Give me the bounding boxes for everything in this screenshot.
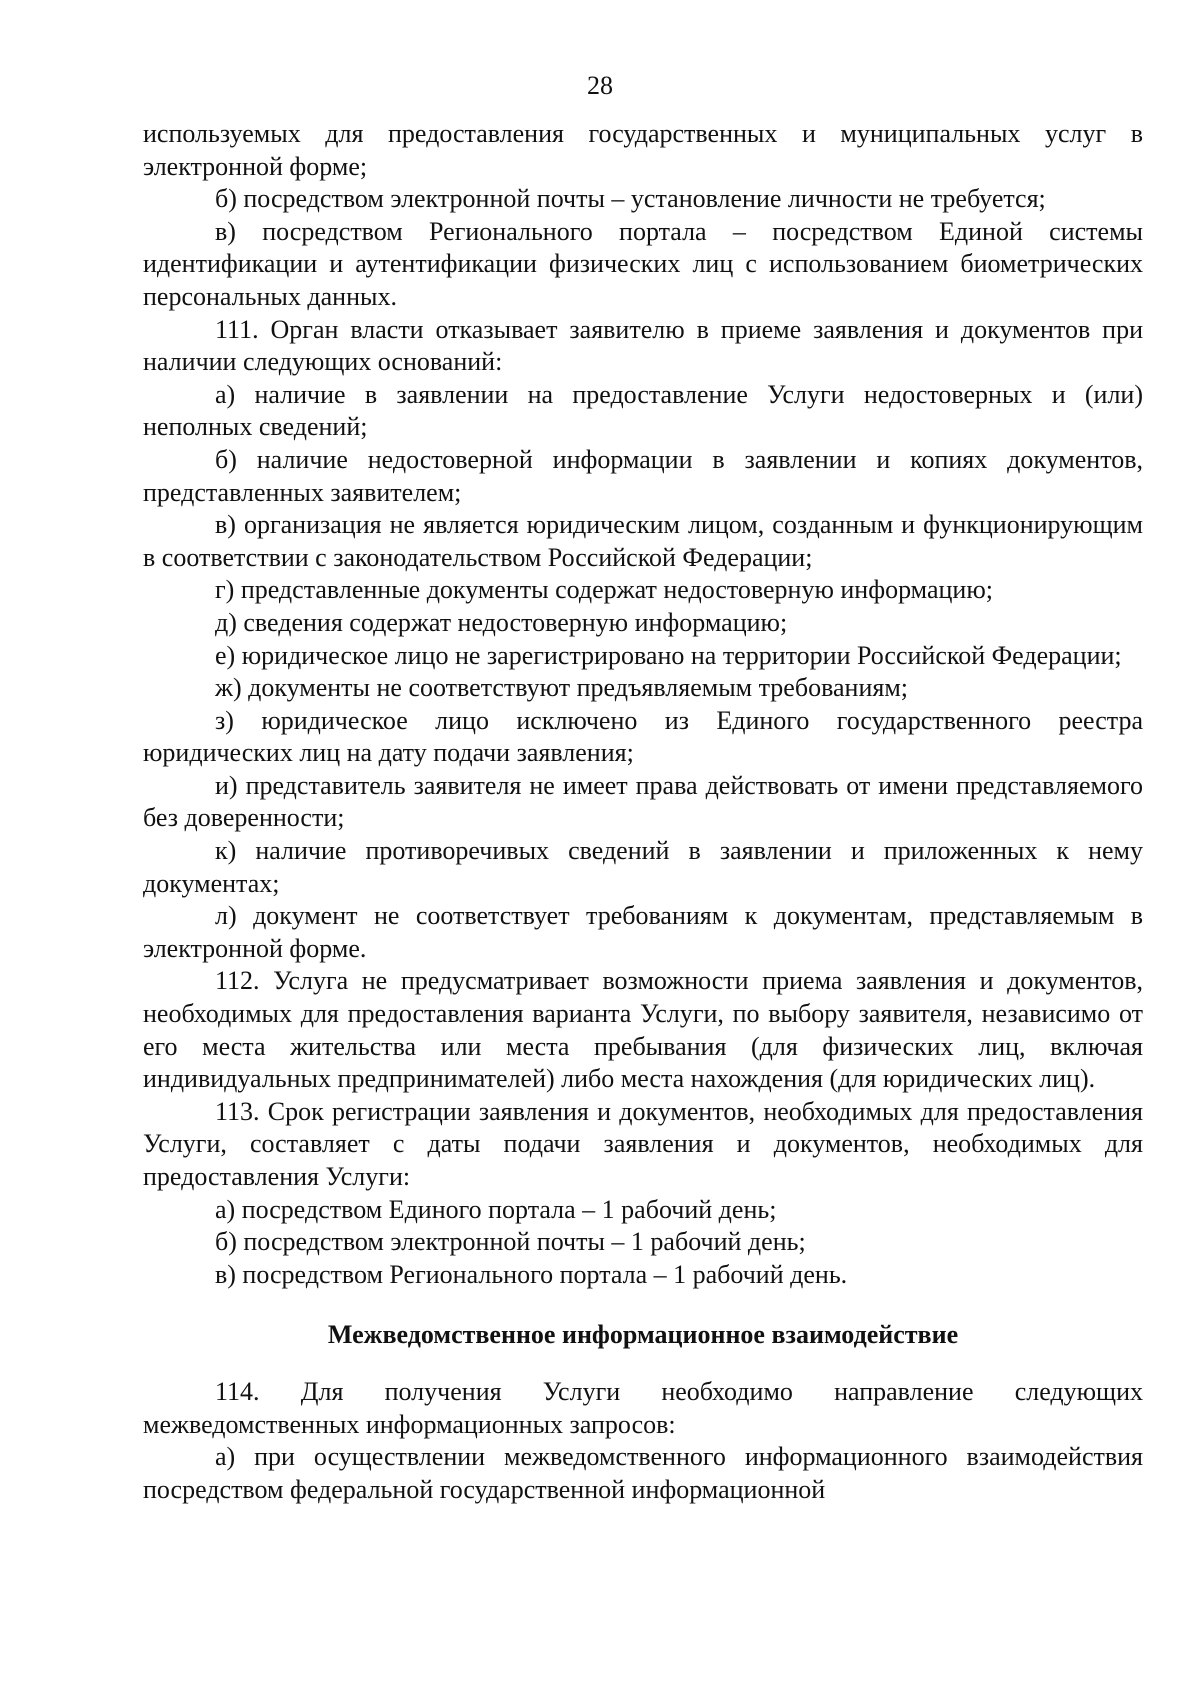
paragraph-111: 111. Орган власти отказывает заявителю в приеме заявления и документов при наличии следующих оснований: bbox=[143, 314, 1143, 377]
page-number: 28 bbox=[587, 71, 613, 100]
paragraph-111-z: з) юридическое лицо исключено из Единого государственного реестра юридических лиц на дату подачи заявления; bbox=[143, 705, 1143, 768]
document-body bbox=[143, 118, 1143, 1506]
paragraph-111-k: к) наличие противоречивых сведений в заявлении и приложенных к нему документах; bbox=[143, 836, 1143, 898]
paragraph-113-b: б) посредством электронной почты – 1 рабочий день; bbox=[215, 1227, 806, 1257]
paragraph-111-zh: ж) документы не соответствуют предъявляемым требованиям; bbox=[215, 673, 909, 703]
paragraph-111-v: в) организация не является юридическим лицом, созданным и функционирующим в соответствии с законодательством Российской Федерации; bbox=[143, 510, 1143, 572]
paragraph-111-d: д) сведения содержат недостоверную информацию; bbox=[215, 607, 788, 637]
paragraph-111-b: б) наличие недостоверной информации в заявлении и копиях документов, представленных заявителем; bbox=[143, 444, 1143, 507]
paragraph-111-l: л) документ не соответствует требованиям к документам, представляемым в электронной форме. bbox=[143, 901, 1143, 963]
paragraph-111-i: и) представитель заявителя не имеет права действовать от имени представляемого без доверенности; bbox=[143, 770, 1143, 833]
paragraph-item-v-regional-portal: в) посредством Регионального портала – посредством Единой системы идентификации и аутентификации физических лиц с использованием биометрических персональных данных. bbox=[143, 216, 1143, 311]
paragraph-111-a: а) наличие в заявлении на предоставление Услуги недостоверных и (или) неполных сведений; bbox=[143, 379, 1143, 442]
paragraph-111-e: е) юридическое лицо не зарегистрировано на территории Российской Федерации; bbox=[215, 640, 1122, 670]
paragraph-continuation: используемых для предоставления государственных и муниципальных услуг в электронной форме; bbox=[143, 119, 1143, 181]
section-heading: Межведомственное информационное взаимодействие bbox=[327, 1320, 959, 1350]
paragraph-113-v: в) посредством Регионального портала – 1 рабочий день. bbox=[215, 1259, 848, 1289]
paragraph-113-a: а) посредством Единого портала – 1 рабочий день; bbox=[215, 1194, 777, 1224]
paragraph-112: 112. Услуга не предусматривает возможности приема заявления и документов, необходимых для предоставления варианта Услуги, по выбору заявителя, независимо от его места жительства или места пребывания (для физических лиц, включая индивидуальных предпринимателей) либо места нахождения (для юридических лиц). bbox=[143, 966, 1143, 1094]
paragraph-item-b-email: б) посредством электронной почты – установление личности не требуется; bbox=[215, 184, 1046, 214]
paragraph-114-a: а) при осуществлении межведомственного информационного взаимодействия посредством федеральной государственной информационной bbox=[143, 1442, 1143, 1504]
paragraph-111-g: г) представленные документы содержат недостоверную информацию; bbox=[215, 575, 993, 605]
paragraph-114: 114. Для получения Услуги необходимо направление следующих межведомственных информационных запросов: bbox=[143, 1376, 1143, 1439]
paragraph-113: 113. Срок регистрации заявления и документов, необходимых для предоставления Услуги, составляет с даты подачи заявления и документов, необходимых для предоставления Услуги: bbox=[143, 1096, 1143, 1191]
